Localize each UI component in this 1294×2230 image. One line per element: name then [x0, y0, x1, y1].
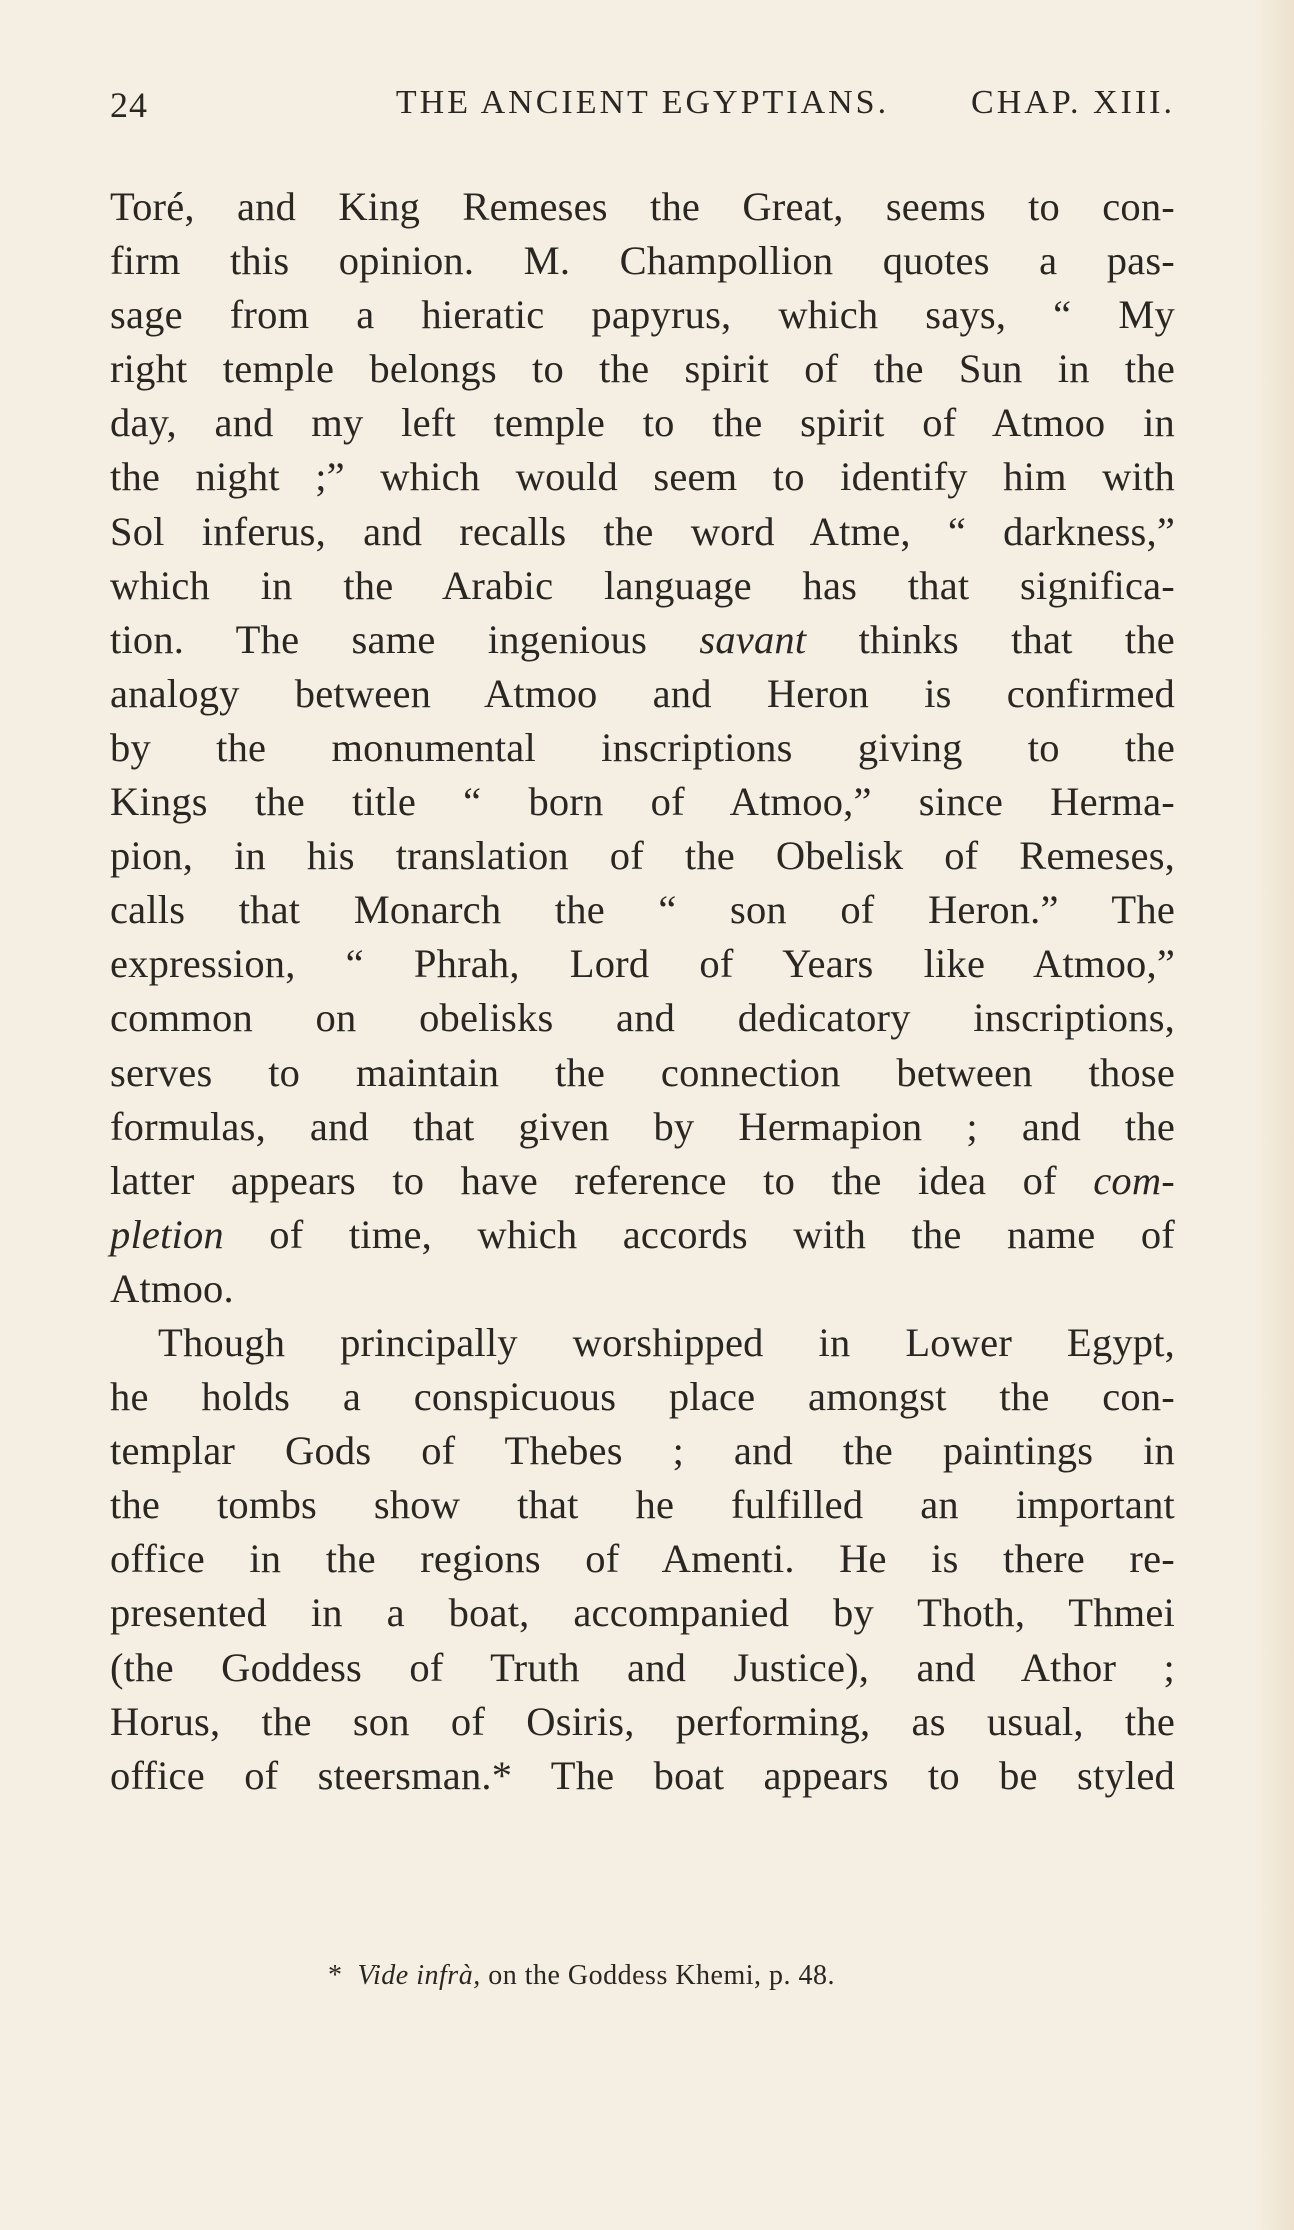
- text-line: templar Gods of Thebes ; and the paintings in: [110, 1428, 1175, 1474]
- text-line: the tombs show that he fulfilled an important: [110, 1482, 1175, 1528]
- text-line: he holds a conspicuous place amongst the con-: [110, 1374, 1175, 1420]
- page-edge-shadow: [1254, 0, 1294, 2230]
- text-segment: tion. The same ingenious: [110, 616, 700, 662]
- chapter-label: CHAP. XIII.: [971, 84, 1175, 121]
- footnote-italic: Vide infrà,: [357, 1960, 481, 1991]
- text-line: calls that Monarch the “ son of Heron.” The: [110, 887, 1175, 933]
- text-line: [110, 1208, 1175, 1262]
- text-line: presented in a boat, accompanied by Thoth, Thmei: [110, 1590, 1175, 1636]
- text-line: firm this opinion. M. Champollion quotes a pas-: [110, 238, 1175, 284]
- text-line: Toré, and King Remeses the Great, seems to con-: [110, 184, 1175, 229]
- footnote-marker: *: [328, 1960, 343, 1991]
- text-line: the night ;” which would seem to identify him with: [110, 454, 1175, 500]
- footnote: [328, 1958, 835, 1994]
- running-title: THE ANCIENT EGYPTIANS.: [395, 84, 890, 121]
- text-line: right temple belongs to the spirit of the Sun in the: [110, 346, 1175, 392]
- italic-word: pletion: [110, 1211, 224, 1257]
- text-segment: thinks that the: [806, 616, 1175, 662]
- text-line: pion, in his translation of the Obelisk of Remeses,: [110, 833, 1175, 879]
- text-line: [110, 613, 1175, 667]
- text-line: Sol inferus, and recalls the word Atme, “ darkness,”: [110, 508, 1175, 554]
- text-line: office of steersman.* The boat appears to be styled: [110, 1752, 1175, 1798]
- text-line: which in the Arabic language has that significa-: [110, 562, 1175, 608]
- text-line: office in the regions of Amenti. He is there re-: [110, 1536, 1175, 1582]
- text-line: expression, “ Phrah, Lord of Years like Atmoo,”: [110, 941, 1175, 987]
- italic-word: com-: [1093, 1157, 1175, 1203]
- italic-word: savant: [699, 616, 807, 662]
- text-line: by the monumental inscriptions giving to the: [110, 724, 1175, 770]
- text-line: common on obelisks and dedicatory inscriptions,: [110, 995, 1175, 1041]
- text-line: sage from a hieratic papyrus, which says, “ My: [110, 292, 1175, 338]
- text-line: Horus, the son of Osiris, performing, as usual, the: [110, 1698, 1175, 1744]
- text-line: serves to maintain the connection between those: [110, 1049, 1175, 1095]
- text-segment: of time, which accords with the name of: [223, 1211, 1175, 1257]
- text-line: [110, 1154, 1175, 1208]
- paragraph-end-line: Atmoo.: [110, 1265, 234, 1311]
- text-line: formulas, and that given by Hermapion ; and the: [110, 1103, 1175, 1149]
- text-segment: latter appears to have reference to the idea of: [110, 1157, 1094, 1203]
- footnote-text: on the Goddess Khemi, p. 48.: [480, 1960, 836, 1991]
- running-header: [110, 84, 1175, 134]
- paragraph-start-line: Though principally worshipped in Lower Egypt,: [158, 1319, 1175, 1365]
- text-line: analogy between Atmoo and Heron is confirmed: [110, 670, 1175, 716]
- body-text: [110, 180, 1175, 1803]
- text-line: Kings the title “ born of Atmoo,” since Herma-: [110, 779, 1175, 825]
- text-line: (the Goddess of Truth and Justice), and Athor ;: [110, 1644, 1175, 1690]
- page-number: 24: [110, 85, 148, 125]
- text-line: day, and my left temple to the spirit of Atmoo in: [110, 400, 1175, 446]
